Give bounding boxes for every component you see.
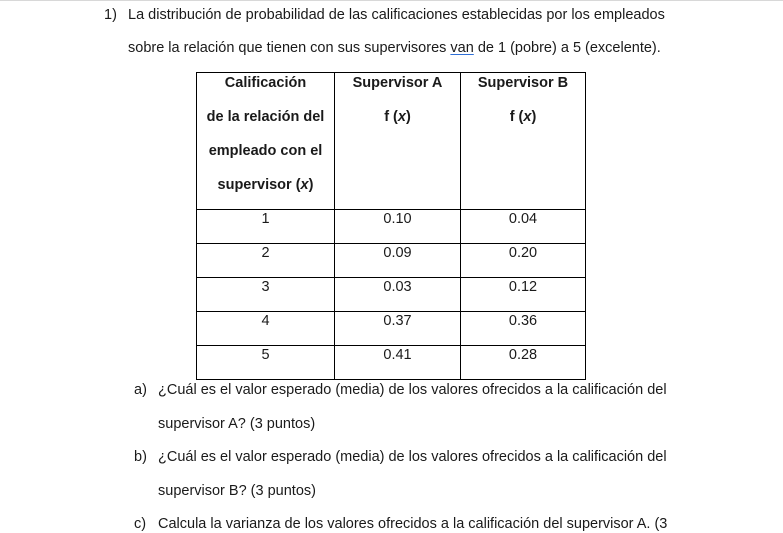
question-text-line2-end: de 1 (pobre) a 5 (excelente). [473,40,661,56]
question-number: 1) [104,7,117,23]
cell-supervisor-a: 0.10 [335,210,461,244]
question-text-line2-start: sobre la relación que tienen con sus supervisores [128,40,451,56]
cell-x: 2 [197,244,335,278]
cell-supervisor-b: 0.20 [461,244,586,278]
table-row [197,346,586,380]
table-header-row [197,73,586,210]
cell-supervisor-a: 0.03 [335,278,461,312]
cell-supervisor-b: 0.36 [461,312,586,346]
header-supervisor-a-fx: f (x) [384,109,411,125]
header-rating-line3: empleado con el [208,143,323,159]
grammar-flagged-word[interactable]: van [450,40,474,56]
table-row [197,278,586,312]
cell-supervisor-a: 0.37 [335,312,461,346]
probability-table [196,72,586,380]
item-a-line1: ¿Cuál es el valor esperado (media) de los valores ofrecidos a la calificación del [158,382,667,398]
cell-x: 4 [197,312,335,346]
header-supervisor-b-fx: f (x) [509,109,537,125]
item-a-line2: supervisor A? (3 puntos) [158,416,316,432]
cell-supervisor-b: 0.12 [461,278,586,312]
item-b-line2: supervisor B? (3 puntos) [158,483,316,499]
item-a-label: a) [134,382,147,398]
question-text-line2 [128,39,661,57]
cell-supervisor-b: 0.04 [461,210,586,244]
header-rating [197,73,335,210]
item-c-line1: Calcula la varianza de los valores ofrecidos a la calificación del supervisor A. (3 [158,516,668,532]
table-row [197,244,586,278]
header-rating-line1: Calificación [224,75,307,91]
table-row [197,312,586,346]
header-supervisor-a-name: Supervisor A [352,75,443,91]
cell-x: 3 [197,278,335,312]
header-rating-line2: de la relación del [206,109,325,125]
question-text-line1: La distribución de probabilidad de las calificaciones establecidas por los empleados [128,7,665,23]
cell-supervisor-b: 0.28 [461,346,586,380]
header-supervisor-b [461,73,586,210]
item-b-line1: ¿Cuál es el valor esperado (media) de los valores ofrecidos a la calificación del [158,449,667,465]
item-b-label: b) [134,449,147,465]
header-rating-line4: supervisor (x) [217,177,314,193]
header-supervisor-b-name: Supervisor B [477,75,569,91]
page-top-border [0,0,783,1]
header-supervisor-a [335,73,461,210]
cell-supervisor-a: 0.09 [335,244,461,278]
cell-supervisor-a: 0.41 [335,346,461,380]
item-c-label: c) [134,516,147,532]
table-row [197,210,586,244]
cell-x: 1 [197,210,335,244]
cell-x: 5 [197,346,335,380]
